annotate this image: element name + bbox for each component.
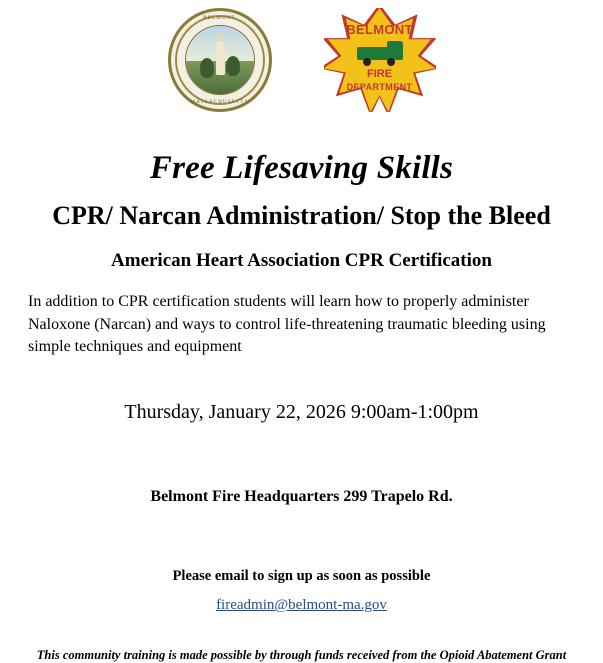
title-block: [0, 150, 603, 272]
town-of-belmont-seal-icon: [168, 8, 272, 112]
badge-line-1: BELMONT: [346, 22, 413, 37]
belmont-fire-department-badge-icon: [324, 8, 436, 112]
signup-email-link[interactable]: fireadmin@belmont-ma.gov: [216, 597, 387, 614]
signup-instruction: Please email to sign up as soon as possible: [172, 568, 431, 585]
badge-line-3: DEPARTMENT: [346, 82, 413, 92]
seal-scene: [185, 25, 255, 95]
seal-text-top: BELMONT: [203, 16, 236, 21]
fire-engine-icon: [357, 41, 403, 65]
seal-figure-icon: [216, 41, 225, 75]
logo-row: [0, 0, 603, 118]
badge-line-2: FIRE: [366, 68, 393, 80]
page-subtitle: CPR/ Narcan Administration/ Stop the Bleed: [52, 201, 551, 231]
engine-wheel: [387, 58, 395, 66]
event-location: Belmont Fire Headquarters 299 Trapelo Rd.: [150, 488, 453, 506]
description-text: In addition to CPR certification students will learn how to properly administer Naloxone (Narcan) and ways to control life-threatening traumatic bleeding using simple techniques and equipment: [28, 292, 546, 356]
seal-text-bottom: MASSACHUSETTS: [190, 100, 249, 105]
seal-tree-icon: [226, 56, 240, 76]
page-title: Free Lifesaving Skills: [149, 150, 454, 186]
seal-tree-icon: [200, 58, 214, 78]
engine-wheel: [363, 58, 371, 66]
certification-line: American Heart Association CPR Certification: [111, 249, 492, 271]
grant-footer: This community training is made possible by through funds received from the Opioid Abatement Grant: [36, 648, 567, 663]
event-datetime: Thursday, January 22, 2026 9:00am-1:00pm: [124, 401, 479, 424]
engine-cab: [387, 41, 403, 50]
email-line: [0, 597, 603, 614]
